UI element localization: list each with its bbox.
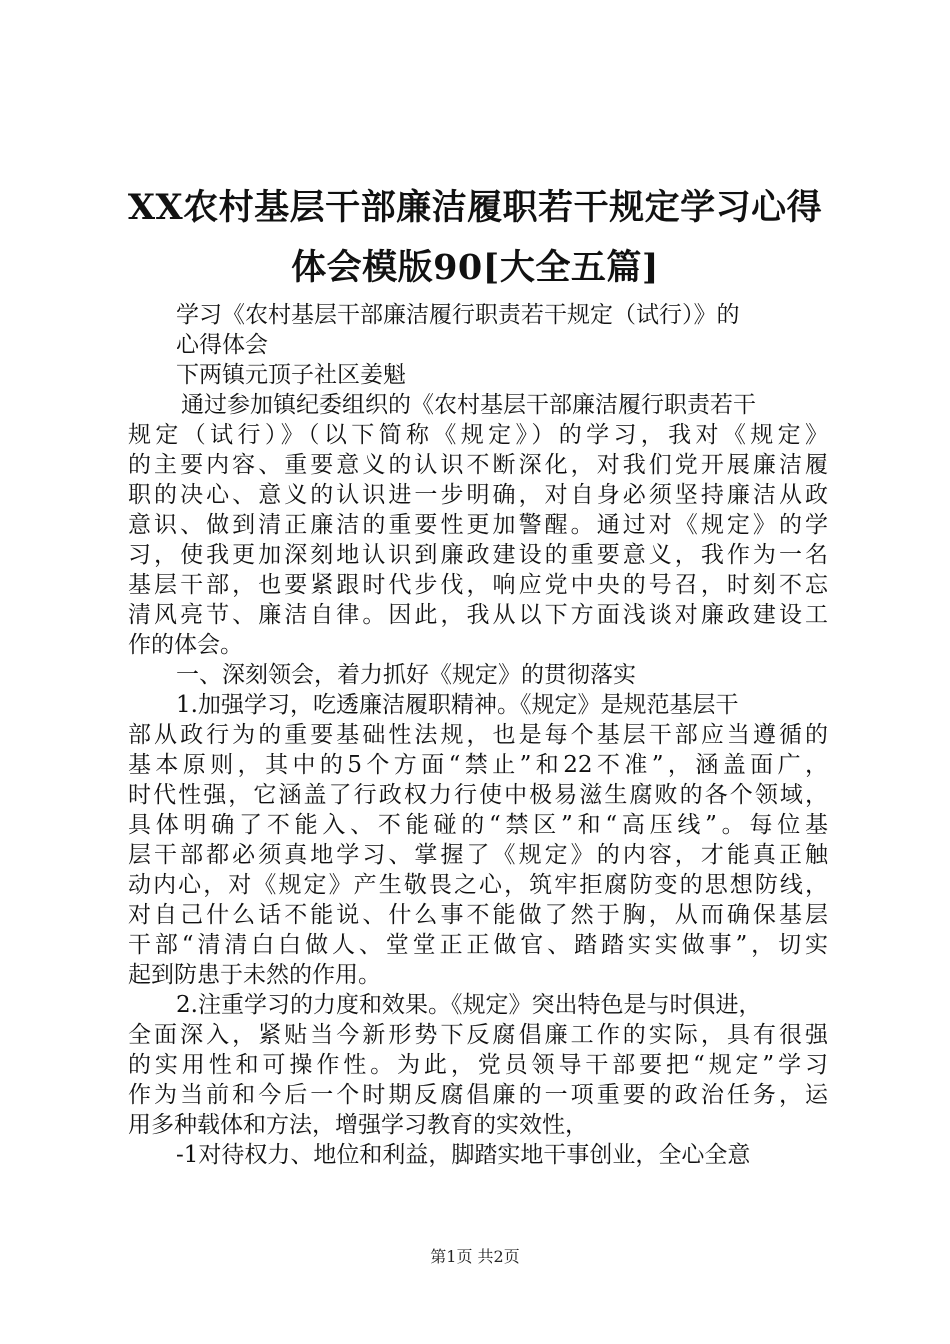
subtitle-line-2: 心得体会 xyxy=(176,332,268,358)
author-line: 下两镇元顶子社区姜魁 xyxy=(176,362,406,388)
subtitle-line-1: 学习《农村基层干部廉洁履行职责若干规定（试行）》的 xyxy=(176,302,740,328)
paragraph-line: 时代性强，它涵盖了行政权力行使中极易滋生腐败的各个领域， xyxy=(128,782,828,808)
paragraph-line: 1.加强学习，吃透廉洁履职精神。《规定》是规范基层干 xyxy=(176,692,739,718)
paragraph-line: -1对待权力、地位和利益，脚踏实地干事创业，全心全意 xyxy=(176,1142,751,1168)
paragraph-line: 具体明确了不能入、不能碰的“禁区”和“高压线”。每位基 xyxy=(128,812,828,838)
document-title-line-2: 体会模版90[大全五篇] xyxy=(291,247,659,288)
document-body xyxy=(128,300,828,1170)
paragraph-line: 2.注重学习的力度和效果。《规定》突出特色是与时俱进， xyxy=(176,992,762,1018)
paragraph-line: 习，使我更加深刻地认识到廉政建设的重要意义，我作为一名 xyxy=(128,542,828,568)
paragraph-line: 动内心，对《规定》产生敬畏之心，筑牢拒腐防变的思想防线， xyxy=(128,872,828,898)
paragraph-line: 层干部都必须真地学习、掌握了《规定》的内容，才能真正触 xyxy=(128,842,828,868)
document-title-line-1: XX农村基层干部廉洁履职若干规定学习心得 xyxy=(127,187,823,228)
paragraph-line: 的主要内容、重要意义的认识不断深化，对我们党开展廉洁履 xyxy=(128,452,828,478)
paragraph-line: 职的决心、意义的认识进一步明确，对自身必须坚持廉洁从政 xyxy=(128,482,828,508)
paragraph-line: 基本原则，其中的5个方面“禁止”和22不准”，涵盖面广， xyxy=(128,752,828,778)
paragraph-line: 作的体会。 xyxy=(128,632,243,658)
paragraph-line: 起到防患于未然的作用。 xyxy=(128,962,381,988)
page-number-footer: 第1页 共2页 xyxy=(430,1247,520,1266)
paragraph-line: 的实用性和可操作性。为此，党员领导干部要把“规定”学习 xyxy=(128,1052,828,1078)
section-heading: 一、深刻领会，着力抓好《规定》的贯彻落实 xyxy=(176,662,636,688)
paragraph-line: 意识、做到清正廉洁的重要性更加警醒。通过对《规定》的学 xyxy=(128,512,828,538)
paragraph-line: 用多种载体和方法，增强学习教育的实效性， xyxy=(128,1112,588,1138)
paragraph-line: 部从政行为的重要基础性法规，也是每个基层干部应当遵循的 xyxy=(128,722,828,748)
paragraph-line: 规定（试行）》（以下简称《规定》）的学习，我对《规定》 xyxy=(128,422,828,448)
paragraph-line: 对自己什么话不能说、什么事不能做了然于胸，从而确保基层 xyxy=(128,902,828,928)
paragraph-line: 干部“清清白白做人、堂堂正正做官、踏踏实实做事”，切实 xyxy=(128,932,828,958)
paragraph-line: 作为当前和今后一个时期反腐倡廉的一项重要的政治任务，运 xyxy=(128,1082,828,1108)
paragraph-line: 基层干部，也要紧跟时代步伐，响应党中央的号召，时刻不忘 xyxy=(128,572,828,598)
paragraph-line: 通过参加镇纪委组织的《农村基层干部廉洁履行职责若干 xyxy=(181,392,756,418)
paragraph-line: 全面深入，紧贴当今新形势下反腐倡廉工作的实际，具有很强 xyxy=(128,1022,828,1048)
paragraph-line: 清风亮节、廉洁自律。因此，我从以下方面浅谈对廉政建设工 xyxy=(128,602,828,628)
